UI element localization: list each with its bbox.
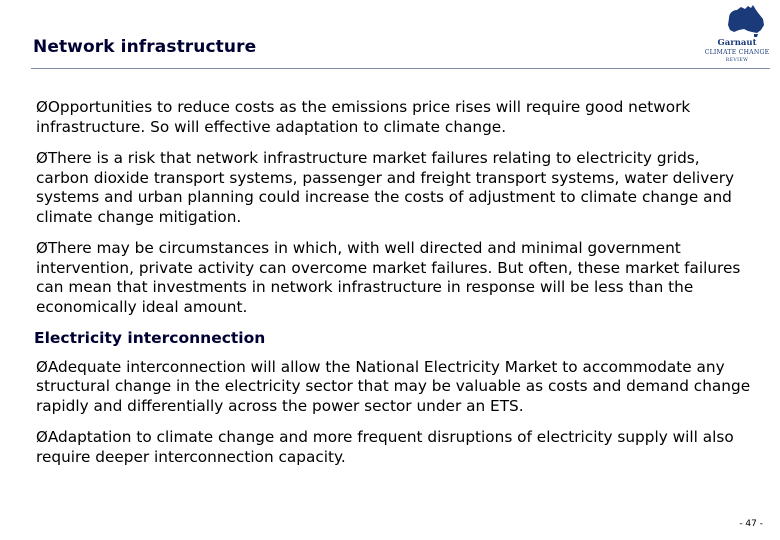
section-heading: Electricity interconnection — [34, 329, 266, 347]
arrow-bullet-icon: Ø — [36, 428, 48, 446]
logo-line-2: CLIMATE CHANGE — [704, 49, 770, 56]
garnaut-review-logo — [700, 4, 774, 66]
arrow-bullet-icon: Ø — [36, 98, 48, 116]
bullet-text: Adequate interconnection will allow the National Electricity Market to accommodate any structural change in the electricity sector that may be valuable as costs and demand change rapidly and differentially across the power sector under an ETS. — [36, 357, 751, 415]
logo-line-3: REVIEW — [725, 58, 749, 63]
bullet-item — [36, 239, 756, 317]
bullet-text: Opportunities to reduce costs as the emissions price rises will require good network infrastructure. So will effective adaptation to climate change. — [36, 98, 691, 136]
bullet-item — [36, 98, 756, 137]
page-number: - 47 - — [739, 519, 763, 529]
slide-body — [36, 98, 756, 479]
bullet-text: Adaptation to climate change and more frequent disruptions of electricity supply will also require deeper interconnection capacity. — [36, 428, 734, 466]
bullet-item — [36, 358, 756, 417]
arrow-bullet-icon: Ø — [36, 149, 48, 167]
bullet-text: There may be circumstances in which, with well directed and minimal government intervention, private activity can overcome market failures. But often, these market failures can mean that investments in network infrastructure in response will be less than the economically ideal amount. — [36, 239, 741, 316]
arrow-bullet-icon: Ø — [36, 239, 48, 257]
bullet-text: There is a risk that network infrastructure market failures relating to electricity grids, carbon dioxide transport systems, passenger and freight transport systems, water delivery systems and urban planning could increase the costs of adjustment to climate change and climate change mitigation. — [36, 149, 735, 226]
bullet-item — [36, 149, 756, 227]
australia-map-icon — [726, 4, 766, 38]
logo-line-1: Garnaut — [717, 38, 757, 48]
title-divider — [31, 68, 770, 69]
arrow-bullet-icon: Ø — [36, 357, 48, 376]
bullet-item — [36, 428, 756, 467]
slide-title: Network infrastructure — [33, 37, 257, 57]
